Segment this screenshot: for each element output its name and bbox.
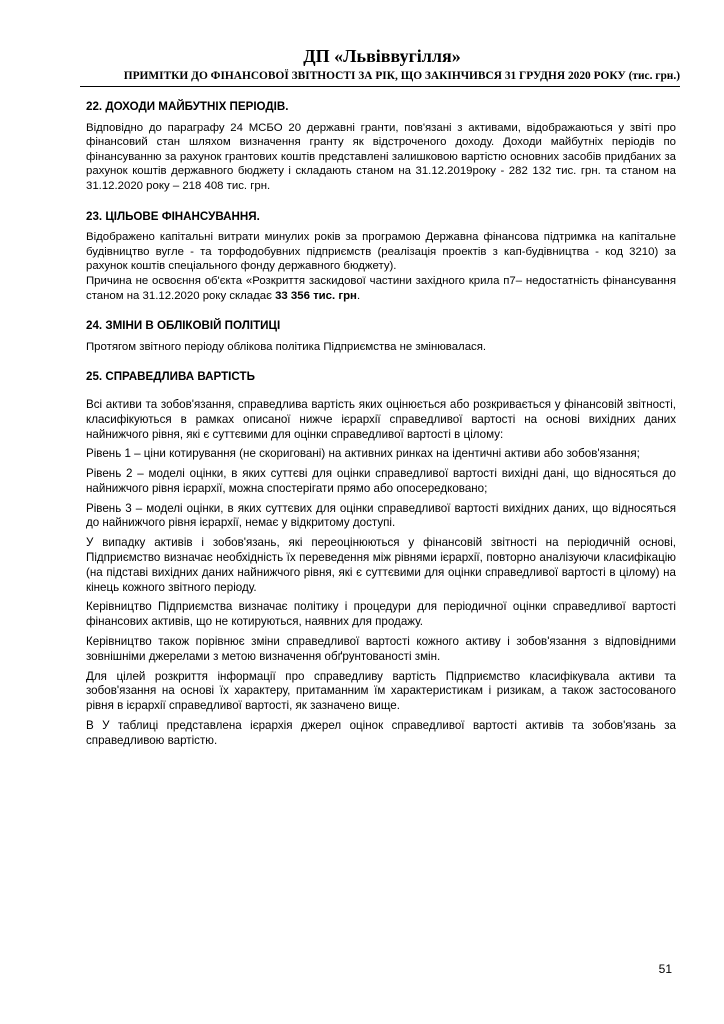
section-25-paragraph: Рівень 2 – моделі оцінки, в яких суттєві для оцінки справедливої вартості вихідні дані, що відносяться до найнижчого рівня ієрархії, можна спостерігати прямо або опосередковано; (86, 467, 676, 495)
section-25-paragraph: Рівень 1 – ціни котирування (не скориговані) на активних ринках на ідентичні активи або зобов'язання; (86, 447, 640, 461)
section-22-text: Відповідно до параграфу 24 МСБО 20 державні гранти, пов'язані з активами, відображаються у звіті про фінансовий стан шляхом визначення гранту як відстроченого доходу. Доходи майбутніх періодів по фінансуванню за рахунок грантових коштів представлені залишковою вартістю основних засобів придбаних за рахунок коштів державного бюджету і складають станом на 31.12.2019року - 282 132 тис. грн. та станом на 31.12.2020 року – 218 408 тис. грн. (86, 121, 676, 192)
section-25-heading: 25. СПРАВЕДЛИВА ВАРТІСТЬ (86, 370, 255, 384)
section-25-paragraph: Керівництво також порівнює зміни справедливої вартості кожного активу і зобов'язання з відповідними зовнішніми джерелами з метою визначення обґрунтованості змін. (86, 635, 676, 663)
section-24-text: Протягом звітного періоду облікова політика Підприємства не змінювалася. (86, 340, 487, 353)
company-title: ДП «Львіввугілля» (303, 46, 461, 66)
header-divider (80, 86, 680, 87)
section-23-text-2 (86, 274, 676, 303)
section-25-paragraph: У випадку активів і зобов'язань, які переоцінюються у фінансовій звітності на періодичній основі, Підприємство визначає необхідність їх переведення між рівнями ієрархії, повторно аналізуючи класифікацію (на підставі вихідних даних найнижчого рівня, які є суттєвими для оцінки справедливої вартості в цілому) на кінець кожного звітного періоду. (86, 536, 676, 594)
section-25-paragraph: В У таблиці представлена ієрархія джерел оцінок справедливої вартості активів та зобов'язань за справедливою вартістю. (86, 719, 676, 747)
section-25-paragraph: Для цілей розкриття інформації про справедливу вартість Підприємство класифікувала активи та зобов'язання на основі їх характеру, притаманним їм характеристикам і ризикам, а також застосованого рівня в ієрархії справедливої вартості, як зазначено вище. (86, 669, 676, 713)
section-25-paragraph: Всі активи та зобов'язання, справедлива вартість яких оцінюється або розкривається у фінансовій звітності, класифікуються в рамках описаної нижче ієрархії справедливої вартості на основі вихідних даних найнижчого рівня, які є суттєвими для оцінки справедливої вартості в цілому: (86, 397, 676, 441)
section-24-heading: 24. ЗМІНИ В ОБЛІКОВІЙ ПОЛІТИЦІ (86, 319, 281, 333)
section-23-heading: 23. ЦІЛЬОВЕ ФІНАНСУВАННЯ. (86, 209, 260, 223)
section-23-text-2-end: . (356, 289, 361, 302)
page-number: 51 (658, 962, 672, 976)
section-25-paragraph: Керівництво Підприємства визначає політику і процедури для періодичної оцінки справедливої вартості фінансових активів, що не котируються, наявних для продажу. (86, 600, 676, 629)
section-23-text-2-start: Причина не освоєння об'єкта «Розкриття заскидової частини західного крила п7– недостатність фінансування станом на 31.12.2020 року складає (86, 274, 676, 302)
section-23-amount: 33 356 тис. грн (275, 289, 357, 302)
section-23-text-1: Відображено капітальні витрати минулих років за програмою Державна фінансова підтримка на капітальне будівництво вугле - та торфодобувних підприємств (реалізація проектів з кап-будівництва - код 3210) за рахунок коштів спеціального фонду державного бюджету). (86, 231, 676, 273)
section-22-heading: 22. ДОХОДИ МАЙБУТНІХ ПЕРІОДІВ. (86, 100, 289, 113)
document-body (86, 100, 676, 754)
report-subtitle: ПРИМІТКИ ДО ФІНАНСОВОЇ ЗВІТНОСТІ ЗА РІК, ЩО ЗАКІНЧИВСЯ 31 ГРУДНЯ 2020 РОКУ (тис. грн.) (123, 70, 680, 82)
section-25-paragraph: Рівень 3 – моделі оцінки, в яких суттєвих для оцінки справедливої вартості вихідних даних, що відносяться до найнижчого рівня ієрархії, немає у відкритому доступі. (86, 501, 676, 530)
